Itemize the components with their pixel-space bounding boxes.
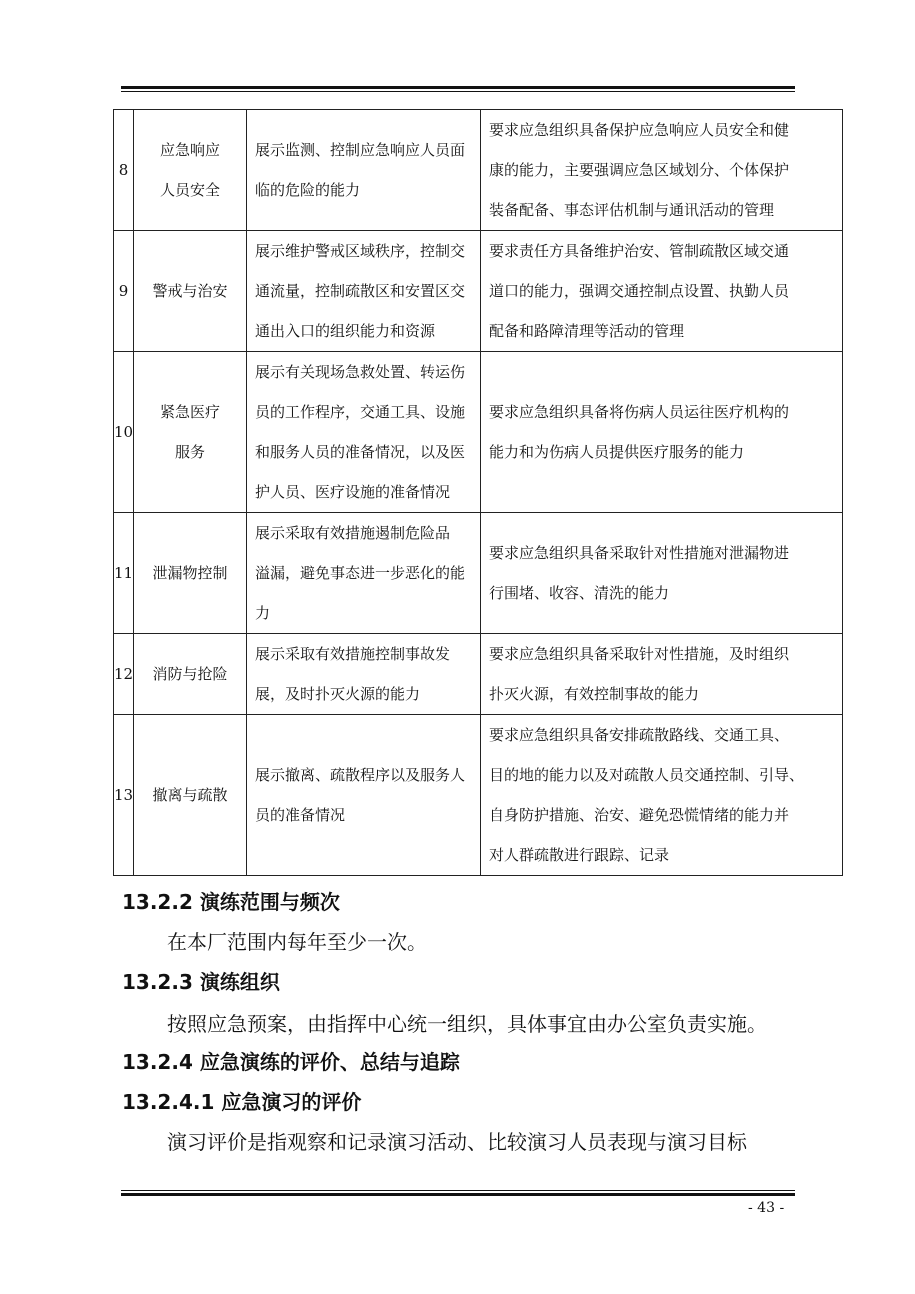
drill-item-name: 泄漏物控制	[134, 513, 247, 634]
paragraph-13-2-4-1: 演习评价是指观察和记录演习活动、比较演习人员表现与演习目标	[167, 1130, 747, 1154]
footer-rule	[121, 1190, 795, 1196]
drill-item-name: 应急响应 人员安全	[134, 110, 247, 231]
row-number: 8	[114, 110, 134, 231]
table-row	[114, 634, 843, 715]
drill-demonstration: 展示采取有效措施遏制危险品 溢漏，避免事态进一步恶化的能 力	[247, 513, 481, 634]
drill-demonstration: 展示监测、控制应急响应人员面 临的危险的能力	[247, 110, 481, 231]
drill-requirement: 要求应急组织具备安排疏散路线、交通工具、 目的地的能力以及对疏散人员交通控制、引导、 自身防护措施、治安、避免恐慌情绪的能力并 对人群疏散进行跟踪、记录	[481, 715, 843, 876]
row-number: 13	[114, 715, 134, 876]
drill-item-name: 撤离与疏散	[134, 715, 247, 876]
header-rule	[121, 86, 795, 92]
table-row	[114, 110, 843, 231]
drill-demonstration: 展示有关现场急救处置、转运伤 员的工作程序，交通工具、设施 和服务人员的准备情况，以及医 护人员、医疗设施的准备情况	[247, 352, 481, 513]
drill-item-name: 紧急医疗 服务	[134, 352, 247, 513]
drill-item-name: 警戒与治安	[134, 231, 247, 352]
section-heading-13-2-4: 13.2.4 应急演练的评价、总结与追踪	[122, 1050, 460, 1074]
drill-demonstration: 展示撤离、疏散程序以及服务人 员的准备情况	[247, 715, 481, 876]
table-row	[114, 513, 843, 634]
section-heading-13-2-4-1: 13.2.4.1 应急演习的评价	[122, 1090, 362, 1114]
drill-demonstration: 展示维护警戒区域秩序，控制交 通流量，控制疏散区和安置区交 通出入口的组织能力和资源	[247, 231, 481, 352]
drill-requirement: 要求应急组织具备保护应急响应人员安全和健 康的能力，主要强调应急区域划分、个体保护 装备配备、事态评估机制与通讯活动的管理	[481, 110, 843, 231]
table-row	[114, 352, 843, 513]
row-number: 12	[114, 634, 134, 715]
paragraph-13-2-2: 在本厂范围内每年至少一次。	[167, 930, 427, 954]
drill-requirement: 要求应急组织具备将伤病人员运往医疗机构的 能力和为伤病人员提供医疗服务的能力	[481, 352, 843, 513]
drill-requirement: 要求应急组织具备采取针对性措施对泄漏物进 行围堵、收容、清洗的能力	[481, 513, 843, 634]
row-number: 9	[114, 231, 134, 352]
drill-requirements-table	[113, 109, 843, 876]
drill-requirement: 要求应急组织具备采取针对性措施，及时组织 扑灭火源，有效控制事故的能力	[481, 634, 843, 715]
table-row	[114, 231, 843, 352]
section-heading-13-2-3: 13.2.3 演练组织	[122, 970, 280, 994]
page-number: - 43 -	[748, 1200, 785, 1216]
row-number: 11	[114, 513, 134, 634]
drill-item-name: 消防与抢险	[134, 634, 247, 715]
paragraph-13-2-3: 按照应急预案，由指挥中心统一组织，具体事宜由办公室负责实施。	[167, 1012, 767, 1036]
drill-demonstration: 展示采取有效措施控制事故发 展，及时扑灭火源的能力	[247, 634, 481, 715]
row-number: 10	[114, 352, 134, 513]
drill-requirement: 要求责任方具备维护治安、管制疏散区域交通 道口的能力，强调交通控制点设置、执勤人员 配备和路障清理等活动的管理	[481, 231, 843, 352]
table-row	[114, 715, 843, 876]
section-heading-13-2-2: 13.2.2 演练范围与频次	[122, 890, 340, 914]
